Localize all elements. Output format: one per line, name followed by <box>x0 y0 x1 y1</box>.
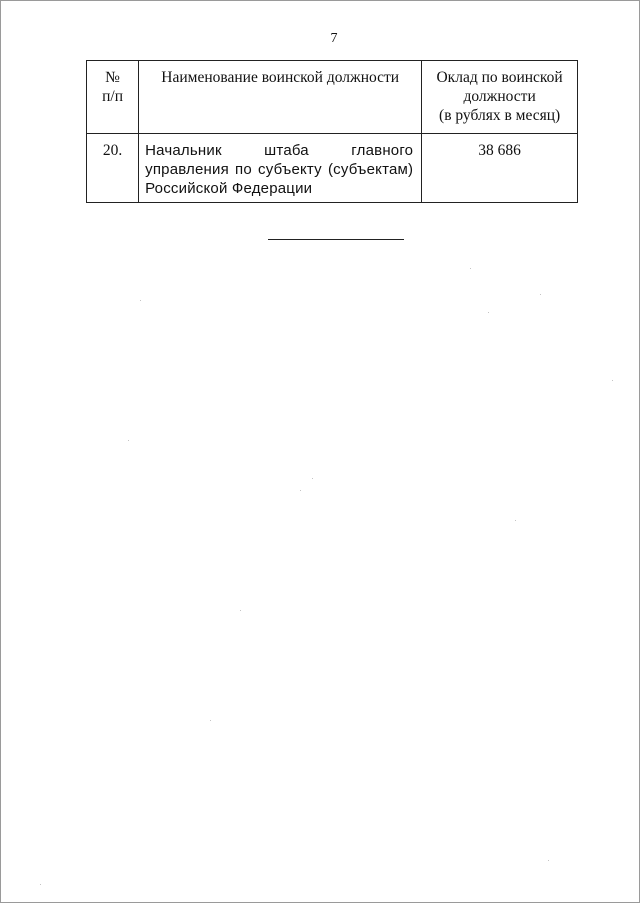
scan-speck <box>548 860 549 861</box>
scan-speck <box>312 478 313 479</box>
scan-speck <box>128 440 129 441</box>
row-salary: 38 686 <box>422 134 578 203</box>
row-number: 20. <box>87 134 139 203</box>
scan-speck <box>488 312 489 313</box>
scan-speck <box>540 294 541 295</box>
scan-speck <box>300 490 301 491</box>
header-salary-line-3: (в рублях в месяц) <box>439 107 561 124</box>
table-row <box>87 134 578 203</box>
page-number: 7 <box>330 31 338 46</box>
scan-speck <box>515 520 516 521</box>
salary-table <box>86 60 578 203</box>
scan-speck <box>470 268 471 269</box>
header-number-line-2: п/п <box>102 88 124 105</box>
header-salary <box>422 61 578 134</box>
table-header-row <box>87 61 578 134</box>
scan-speck <box>612 380 613 381</box>
scan-speck <box>40 884 41 885</box>
header-number <box>87 61 139 134</box>
header-salary-line-1: Оклад по воинской <box>436 69 563 86</box>
scan-speck <box>210 720 211 721</box>
row-position-name: Начальник штаба главного управления по субъекту (субъектам) Российской Федерации <box>139 134 422 203</box>
end-of-table-rule <box>268 239 404 240</box>
header-number-line-1: № <box>105 69 120 86</box>
scan-speck <box>140 300 141 301</box>
header-position-name: Наименование воинской должности <box>139 61 422 134</box>
scan-speck <box>240 610 241 611</box>
header-salary-line-2: должности <box>463 88 536 105</box>
